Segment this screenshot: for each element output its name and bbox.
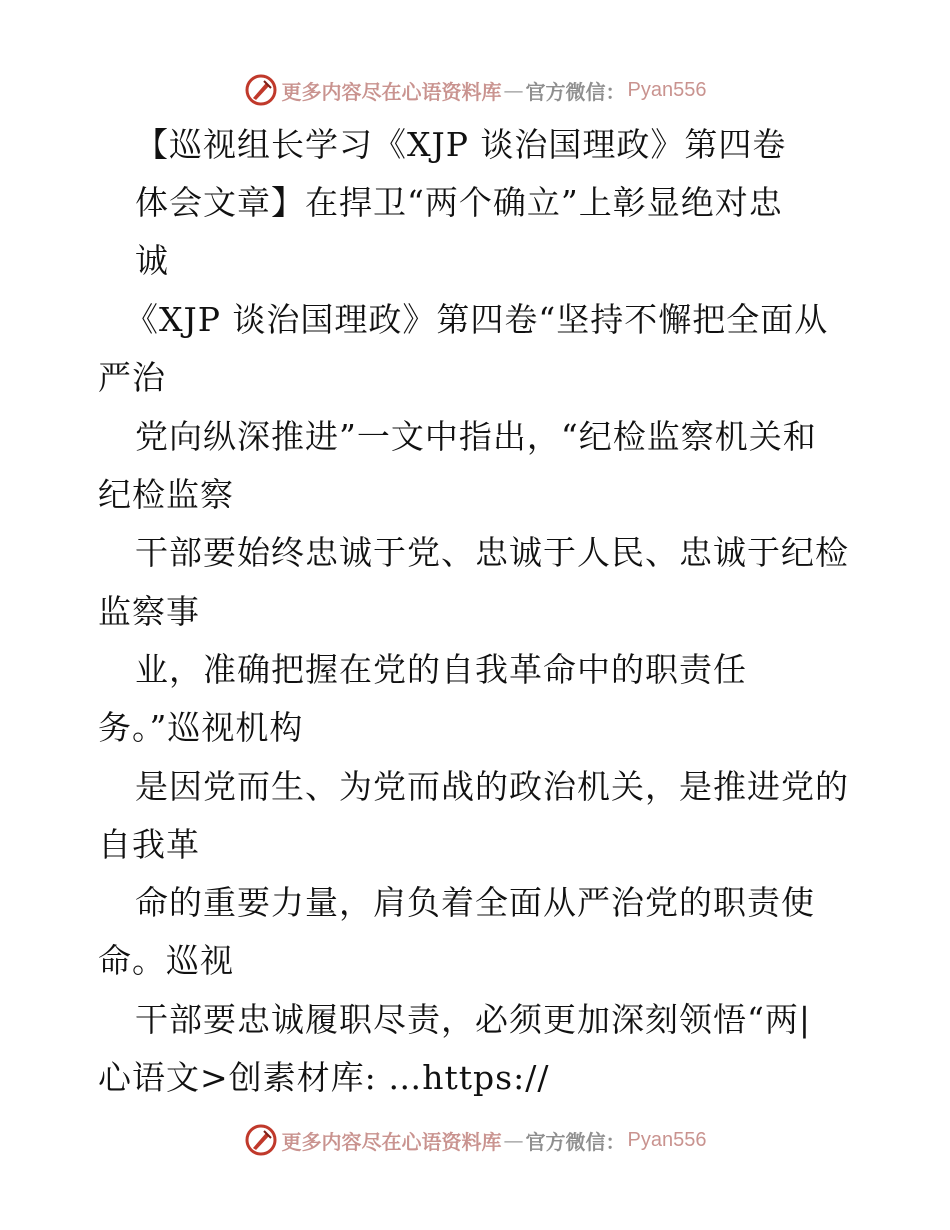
watermark-wechat-id: Pyan556 bbox=[627, 1128, 707, 1151]
watermark-banner-bottom bbox=[0, 1120, 950, 1160]
watermark-official-label: 官方微信： bbox=[525, 79, 626, 104]
text-line: 命。巡视 bbox=[98, 941, 234, 980]
text-line: 监察事 bbox=[98, 592, 200, 631]
text-line: 业，准确把握在党的自我革命中的职责任 bbox=[135, 650, 747, 689]
text-line: 自我革 bbox=[98, 825, 200, 864]
text-line: 【巡视组长学习《XJP 谈治国理政》第四卷 bbox=[135, 125, 787, 164]
watermark-dash: — bbox=[503, 1128, 524, 1152]
text-line: 纪检监察 bbox=[98, 475, 234, 514]
text-line: 干部要忠诚履职尽责，必须更加深刻领悟“两| bbox=[135, 1000, 811, 1039]
watermark-wechat-id: Pyan556 bbox=[627, 78, 707, 101]
text-line: 务。”巡视机构 bbox=[98, 708, 304, 747]
watermark-brand: 更多内容尽在心语资料库 bbox=[281, 1129, 502, 1154]
text-line: 是因党而生、为党而战的政治机关，是推进党的 bbox=[135, 767, 849, 806]
text-line: 体会文章】在捍卫“两个确立”上彰显绝对忠 bbox=[135, 183, 783, 222]
text-line: 干部要始终忠诚于党、忠诚于人民、忠诚于纪检 bbox=[135, 533, 849, 572]
pen-logo-icon bbox=[244, 1123, 278, 1157]
text-line: 党向纵深推进”一文中指出，“纪检监察机关和 bbox=[135, 417, 817, 456]
watermark-banner-top bbox=[0, 70, 950, 110]
text-line: 严治 bbox=[98, 358, 166, 397]
watermark-official-label: 官方微信： bbox=[525, 1129, 626, 1154]
text-line: 心语文>创素材库: …https:// bbox=[98, 1058, 550, 1097]
text-line: 《XJP 谈治国理政》第四卷“坚持不懈把全面从 bbox=[125, 300, 829, 339]
watermark-brand: 更多内容尽在心语资料库 bbox=[281, 79, 502, 104]
watermark-dash: — bbox=[503, 78, 524, 102]
text-line: 命的重要力量，肩负着全面从严治党的职责使 bbox=[135, 883, 815, 922]
text-line: 诚 bbox=[135, 241, 169, 280]
pen-logo-icon bbox=[244, 73, 278, 107]
